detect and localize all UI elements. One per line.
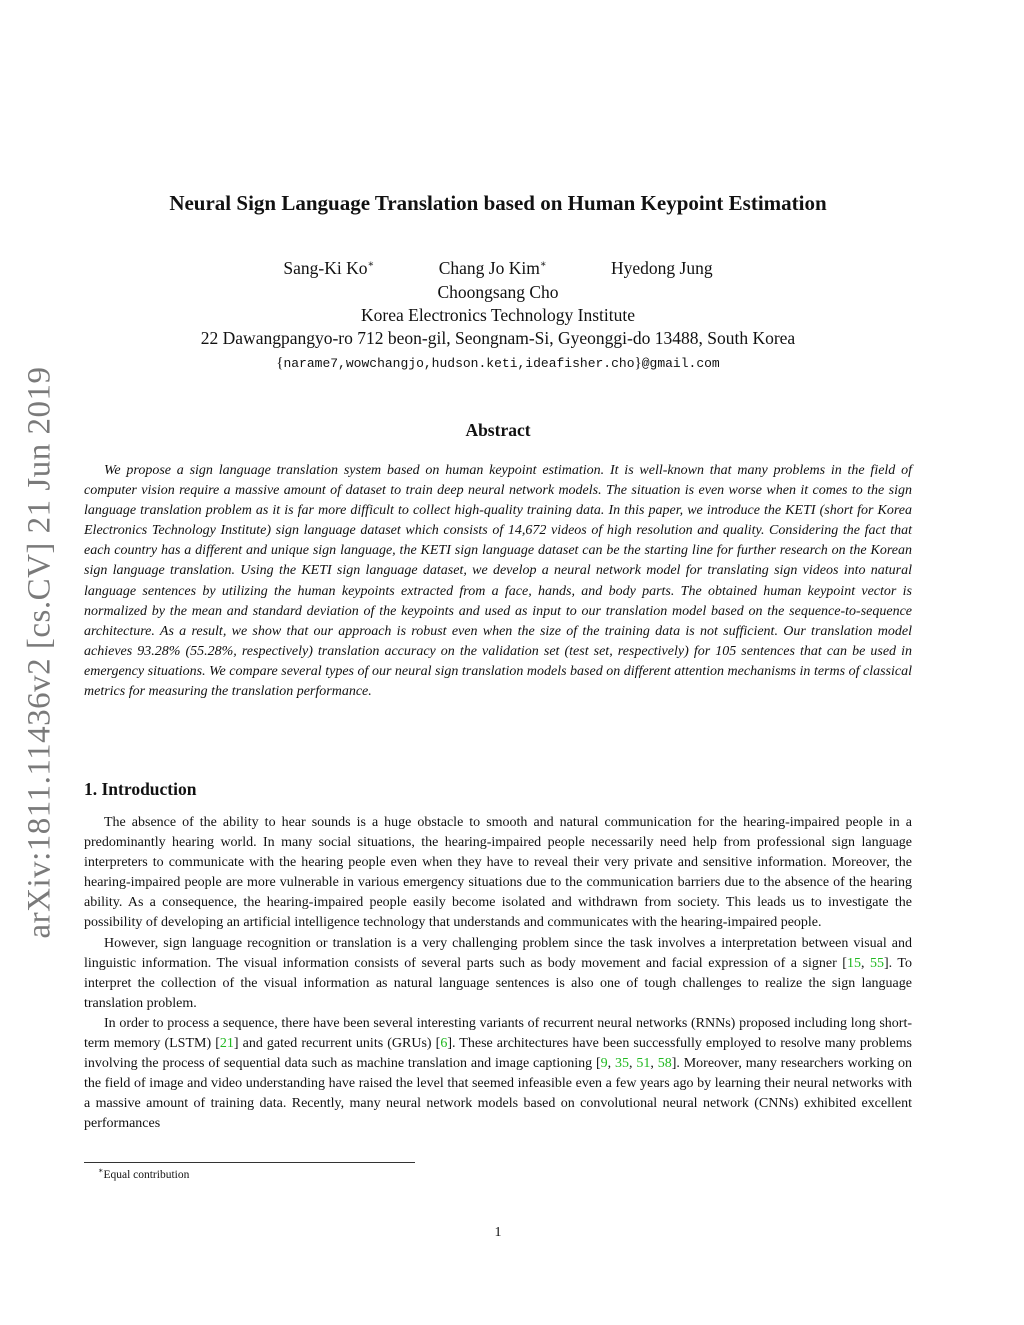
text-segment: ]. To interpret the collection of the visual information as natural language sentences is also one of tough challenges to realize the sign language translation problem. xyxy=(84,955,913,1011)
citation-link[interactable]: 21 xyxy=(219,1036,234,1052)
author-emails xyxy=(0,355,996,372)
author-3 xyxy=(611,258,713,279)
email-brace-open: { xyxy=(276,355,284,371)
footnote xyxy=(98,1166,189,1181)
affiliation: Korea Electronics Technology Institute xyxy=(361,305,635,325)
intro-paragraph-3 xyxy=(84,1014,912,1135)
author-3-name: Hyedong Jung xyxy=(610,258,713,278)
citation-link[interactable]: 58 xyxy=(657,1056,672,1072)
arxiv-identifier-text: arXiv:1811.11436v2 [cs.CV] 21 Jun 2019 xyxy=(21,365,58,939)
citation-link[interactable]: 55 xyxy=(870,955,884,971)
introduction-heading: 1. Introduction xyxy=(84,779,197,799)
author-2-mark: ∗ xyxy=(539,259,547,271)
text-segment: , xyxy=(607,1056,615,1072)
citation-link[interactable]: 9 xyxy=(600,1056,608,1072)
footnote-mark: ∗ xyxy=(98,1166,104,1175)
text-segment: ]. Moreover, many researchers working on the field of image and video understanding have raised the level that seemed infeasible even a few years ago by learning their neural networks with a massive amount of training data. Recently, many neural network models based on convolutional neural network (CNNs) exhibited excellent performances xyxy=(84,1056,912,1132)
email-usernames: narame7,wowchangjo,hudson.keti,ideafisher.cho xyxy=(283,356,635,371)
page-number: 1 xyxy=(494,1225,502,1240)
author-1-name: Sang-Ki Ko xyxy=(283,258,368,278)
citation-link[interactable]: 15 xyxy=(846,955,861,971)
author-2-name: Chang Jo Kim xyxy=(438,258,540,278)
footnote-text: Equal contribution xyxy=(103,1168,190,1181)
author-2 xyxy=(439,258,547,279)
citation-link[interactable]: 51 xyxy=(636,1056,651,1072)
introduction-body xyxy=(84,813,912,1135)
text-segment: However, sign language recognition or translation is a very challenging problem since the task involves a interpretation between visual and linguistic information. The visual information consists of several parts such as body movement and facial expression of a signer [ xyxy=(84,935,912,971)
citation-link[interactable]: 35 xyxy=(614,1056,629,1072)
intro-paragraph-1: The absence of the ability to hear sounds is a huge obstacle to smooth and natural communication for the hearing-impaired people in a predominantly hearing world. In many social situations, the hearing-impaired people necessarily need help from professional sign language interpreters to communicate with the hearing people even when they have to reveal their very private and sensitive information. Moreover, the hearing-impaired people are more vulnerable in various emergency situations due to the communication barriers due to the absence of the hearing ability. As a consequence, the hearing-impaired people easily become isolated and withdrawn from society. This leads us to investigate the possibility of developing an artificial intelligence technology that understands and communicates with the hearing-impaired people. xyxy=(84,815,912,931)
abstract-heading: Abstract xyxy=(465,420,531,440)
text-segment: , xyxy=(650,1056,658,1072)
citation-link[interactable]: 6 xyxy=(440,1036,448,1052)
email-brace-close: } xyxy=(634,355,642,371)
email-domain: @gmail.com xyxy=(641,356,720,371)
text-segment: ]. These architectures have been successfully employed to resolve many problems involving the process of sequential data such as machine translation and image captioning [ xyxy=(84,1036,912,1072)
paper-title: Neural Sign Language Translation based on Human Keypoint Estimation xyxy=(169,191,827,215)
author-1 xyxy=(283,258,374,279)
text-segment: In order to process a sequence, there have been several interesting variants of recurrent neural networks (RNNs) proposed including long short-term memory (LSTM) [ xyxy=(84,1015,912,1052)
author-4-name: Choongsang Cho xyxy=(437,282,559,302)
author-list xyxy=(0,258,996,279)
intro-paragraph-2 xyxy=(84,934,912,1014)
abstract-text: We propose a sign language translation system based on human keypoint estimation. It is well-known that many problems in the field of computer vision require a massive amount of dataset to train deep neural network models. The situation is even worse when it comes to the sign language translation problem as it is far more difficult to collect high-quality training data. In this paper, we introduce the KETI (short for Korea Electronics Technology Institute) sign language dataset which consists of 14,672 videos of high resolution and quality. Considering the fact that each country has a different and unique sign language, the KETI sign language dataset can be the starting line for further research on the Korean sign language translation. Using the KETI sign language dataset, we develop a neural network model for translating sign videos into natural language sentences by utilizing the human keypoints extracted from a face, hands, and body parts. The obtained human keypoint vector is normalized by the mean and standard deviation of the keypoints and used as input to our translation model based on the sequence-to-sequence architecture. As a result, we show that our approach is robust even when the size of the training data is not sufficient. Our translation model achieves 93.28% (55.28%, respectively) translation accuracy on the validation set (test set, respectively) for 105 sentences that can be used in emergency situations. We compare several types of our neural sign translation models based on different attention mechanisms in terms of classical metrics for measuring the translation performance. xyxy=(84,463,912,700)
footnote-divider xyxy=(84,1162,415,1163)
text-segment: ] and gated recurrent units (GRUs) [ xyxy=(233,1036,441,1052)
text-segment: , xyxy=(860,955,870,971)
address: 22 Dawangpangyo-ro 712 beon-gil, Seongnam-Si, Gyeonggi-do 13488, South Korea xyxy=(200,328,796,348)
arxiv-identifier-stamp xyxy=(16,352,64,952)
author-1-mark: ∗ xyxy=(367,259,375,271)
text-segment: , xyxy=(628,1056,637,1072)
